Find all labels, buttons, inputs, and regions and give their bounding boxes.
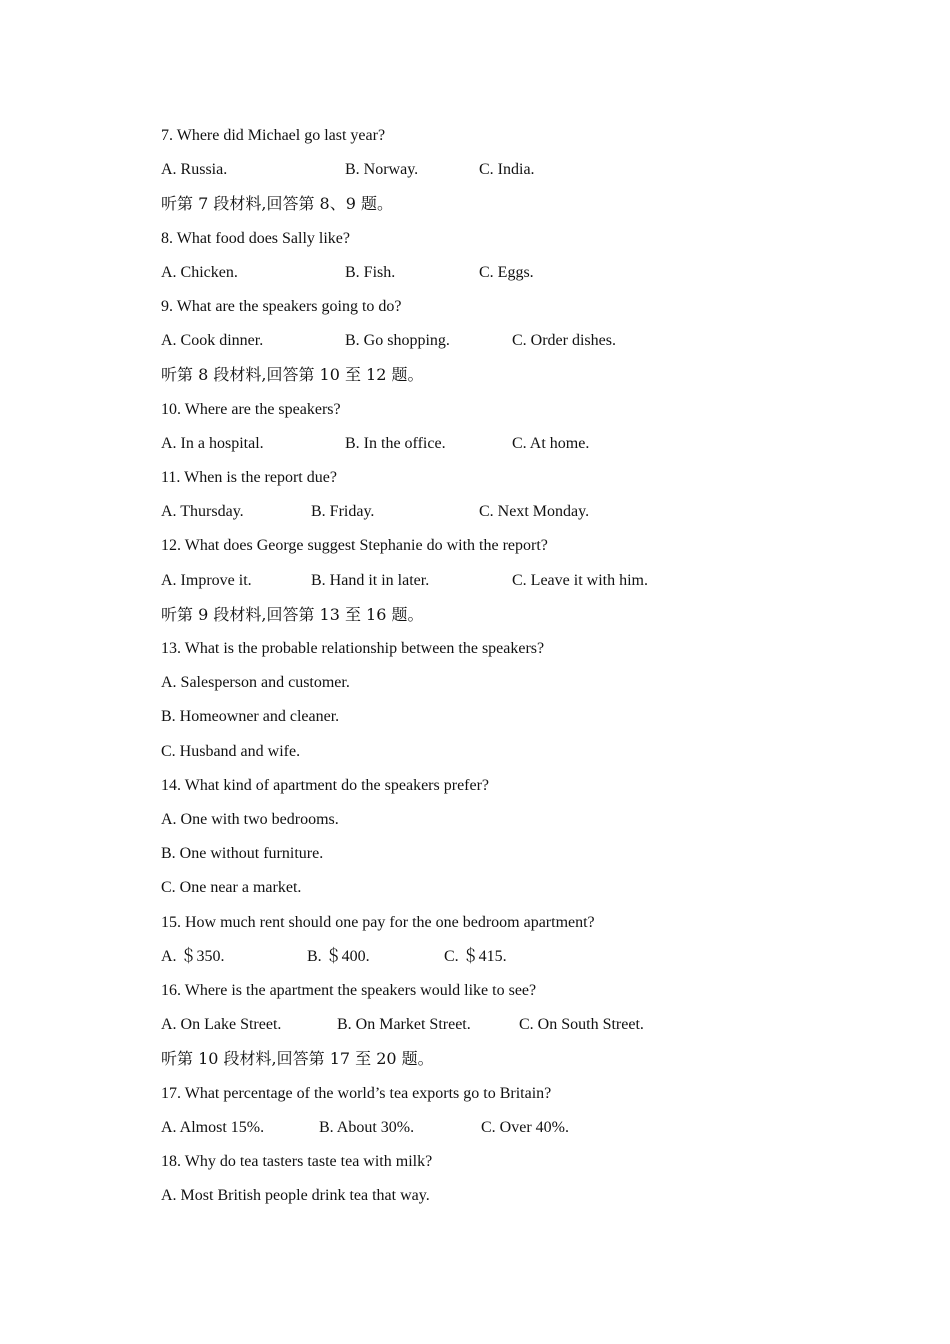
answer-option: A. Thursday.	[161, 503, 244, 521]
answer-option: C. Leave it with him.	[512, 571, 648, 589]
answer-option: A. Cook dinner.	[161, 332, 264, 350]
answer-option: B. Go shopping.	[345, 332, 450, 350]
question-text: A. Salesperson and customer.	[161, 674, 350, 692]
answer-option: C. India.	[479, 161, 535, 179]
question-text: 10. Where are the speakers?	[161, 400, 341, 418]
question-text: C. Husband and wife.	[161, 742, 301, 760]
answer-option: B. About 30%.	[319, 1118, 415, 1136]
answer-option: A. ＄350.	[161, 947, 225, 965]
answer-option: B. Hand it in later.	[311, 571, 430, 589]
answer-option: A. In a hospital.	[161, 434, 264, 452]
section-instruction: 听第 8 段材料,回答第 10 至 12 题。	[161, 365, 424, 385]
answer-option: B. ＄400.	[307, 947, 370, 965]
question-text: 7. Where did Michael go last year?	[161, 127, 386, 144]
answer-option: A. Chicken.	[161, 263, 238, 281]
answer-option: C. Eggs.	[479, 263, 534, 281]
answer-option: B. Friday.	[311, 503, 375, 521]
section-instruction: 听第 9 段材料,回答第 13 至 16 题。	[161, 604, 424, 624]
question-text: 12. What does George suggest Stephanie do with the report?	[161, 537, 548, 555]
answer-option: A. Improve it.	[161, 571, 252, 589]
section-instruction: 听第 10 段材料,回答第 17 至 20 题。	[161, 1049, 434, 1069]
answer-option: C. ＄415.	[444, 947, 507, 965]
question-text: 14. What kind of apartment do the speakers prefer?	[161, 776, 490, 794]
answer-option: B. Fish.	[345, 263, 396, 281]
answer-option: C. Next Monday.	[479, 503, 590, 521]
question-text: B. Homeowner and cleaner.	[161, 708, 340, 726]
answer-option: B. On Market Street.	[337, 1016, 471, 1034]
answer-option: A. Almost 15%.	[161, 1118, 265, 1136]
answer-option: C. At home.	[512, 434, 590, 452]
question-text: A. One with two bedrooms.	[161, 811, 339, 828]
question-text: 16. Where is the apartment the speakers would like to see?	[161, 982, 537, 999]
question-text: 9. What are the speakers going to do?	[161, 298, 402, 315]
answer-option: A. Russia.	[161, 161, 228, 179]
answer-option: C. On South Street.	[519, 1016, 644, 1034]
answer-option: C. Over 40%.	[481, 1118, 569, 1136]
question-text: 15. How much rent should one pay for the one bedroom apartment?	[161, 913, 595, 931]
section-instruction: 听第 7 段材料,回答第 8、9 题。	[161, 194, 393, 214]
question-text: 11. When is the report due?	[161, 469, 337, 486]
answer-option: B. Norway.	[345, 161, 419, 179]
question-text: C. One near a market.	[161, 879, 302, 897]
question-text: 17. What percentage of the world’s tea exports go to Britain?	[161, 1084, 552, 1102]
answer-option: B. In the office.	[345, 434, 446, 452]
answer-option: A. On Lake Street.	[161, 1016, 282, 1034]
question-text: B. One without furniture.	[161, 845, 324, 863]
answer-option: C. Order dishes.	[512, 332, 616, 350]
question-text: 8. What food does Sally like?	[161, 229, 350, 247]
question-text: A. Most British people drink tea that way.	[161, 1187, 430, 1205]
question-text: 18. Why do tea tasters taste tea with milk?	[161, 1153, 433, 1170]
question-text: 13. What is the probable relationship between the speakers?	[161, 640, 545, 657]
